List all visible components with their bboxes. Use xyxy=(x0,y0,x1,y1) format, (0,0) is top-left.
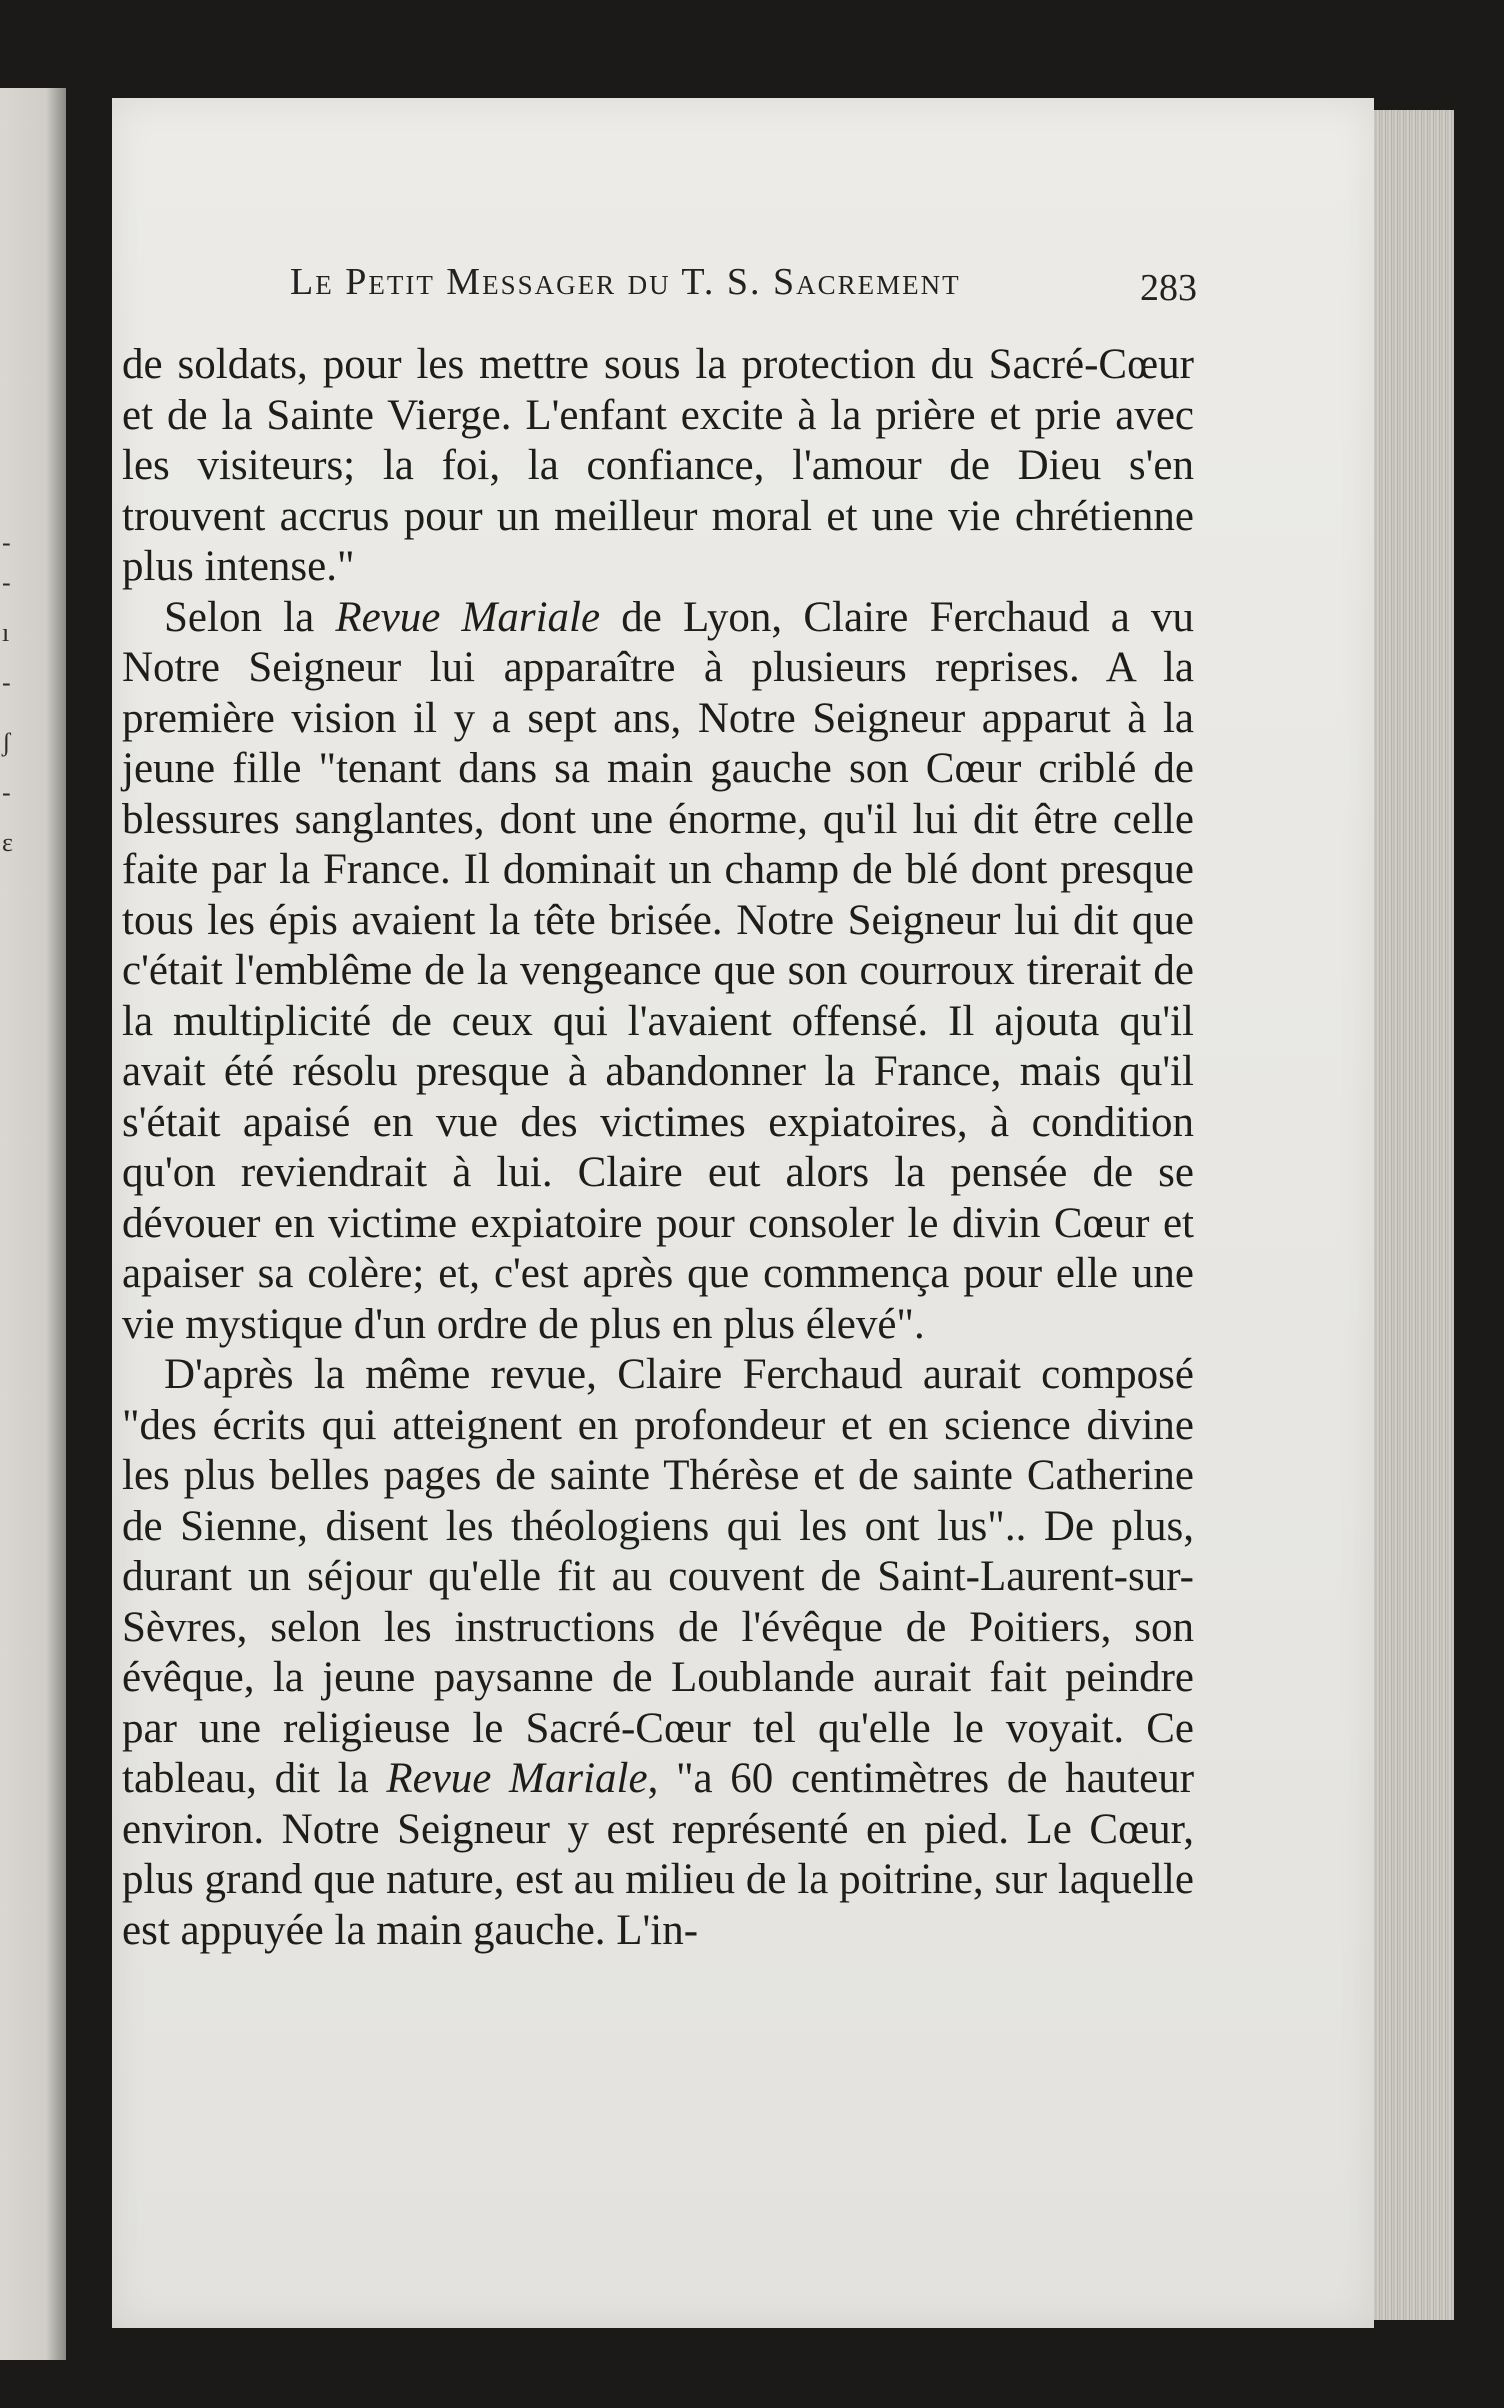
facing-page-marks: - - ı - ʃ - ɛ xyxy=(2,528,13,857)
body-text xyxy=(122,340,1194,1956)
paragraph-2-text: Selon la xyxy=(164,593,336,641)
paragraph-3-text-cont: , "a 60 centimètres de hauteur environ. Notre Seigneur y est représenté en pied. Le Cœur, plus grand que nature, est au milieu de la poitrine, sur laquelle est appuyée la main gauche. L'in- xyxy=(122,1755,1195,1954)
paragraph-3-text: D'après la même revue, Claire Ferchaud aurait composé "des écrits qui atteignent en profondeur et en science divine les plus belles pages de sainte Thérèse et de sainte Catherine de Sienne, disent les théologiens qui les ont lus".. De plus, durant un séjour qu'elle fit au couvent de Saint-Laurent-sur-Sèvres, selon les instructions de l'évêque de Poitiers, son évêque, la jeune paysanne de Loublande aurait fait peindre par une religieuse le Sacré-Cœur tel qu'elle le voyait. Ce tableau, dit la xyxy=(122,1351,1194,1802)
publication-title: Revue Mariale xyxy=(335,593,601,641)
page-number: 283 xyxy=(1140,267,1197,309)
paragraph-2 xyxy=(122,593,1194,1351)
paragraph-3 xyxy=(122,1350,1194,1956)
paragraph-1 xyxy=(122,340,1194,593)
facing-page-edge xyxy=(0,88,66,2360)
running-head: Le Petit Messager du T. S. Sacrement xyxy=(290,261,961,303)
paragraph-2-text-cont: de Lyon, Claire Ferchaud a vu Notre Seigneur lui apparaître à plusieurs reprises. A la première vision il y a sept ans, Notre Seigneur apparut à la jeune fille "tenant dans sa main gauche son Cœur criblé de blessures sanglantes, dont une énorme, qu'il lui dit être celle faite par la France. Il dominait un champ de blé dont presque tous les épis avaient la tête brisée. Notre Seigneur lui dit que c'était l'emblême de la vengeance que son courroux tirerait de la multiplicité de ceux qui l'avaient offensé. Il ajouta qu'il avait été résolu presque à abandonner la France, mais qu'il s'était apaisé en vue des victimes expiatoires, à condition qu'on reviendrait à lui. Claire eut alors la pensée de se dévouer en victime expiatoire pour consoler le divin Cœur et apaiser sa colère; et, c'est après que commença pour elle une vie mystique d'un ordre de plus en plus élevé". xyxy=(122,593,1194,1348)
paragraph-1-text: de soldats, pour les mettre sous la protection du Sacré-Cœur et de la Sainte Vierge. L'enfant excite à la prière et prie avec les visiteurs; la foi, la confiance, l'amour de Dieu s'en trouvent accrus pour un meilleur moral et une vie chrétienne plus intense." xyxy=(122,341,1194,590)
page-edge-stack xyxy=(1374,110,1454,2320)
publication-title: Revue Mariale xyxy=(386,1755,648,1802)
